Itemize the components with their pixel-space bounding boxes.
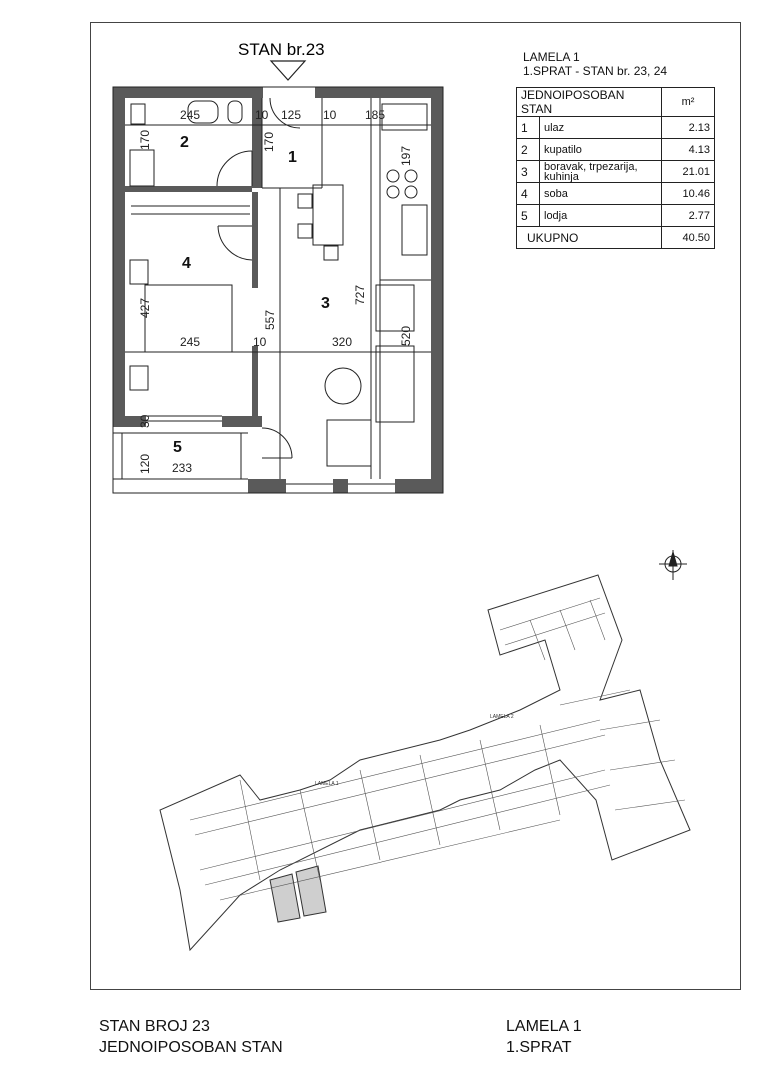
dimension-labels [138, 108, 413, 475]
sheet-header [523, 50, 667, 78]
table-total-row [517, 227, 715, 249]
dim-label: 10 [255, 108, 269, 122]
row-no: 4 [517, 183, 540, 205]
dim-label: 245 [180, 108, 201, 122]
header-line-1: LAMELA 1 [523, 50, 580, 64]
dim-label: 10 [253, 335, 267, 349]
header-line-2: 1.SPRAT - STAN br. 23, 24 [523, 64, 668, 78]
partitions [113, 87, 443, 493]
row-no: 5 [517, 205, 540, 227]
table-col-name: JEDNOIPOSOBAN STAN [517, 88, 662, 117]
row-no: 3 [517, 161, 540, 183]
room-number-4: 4 [182, 255, 191, 272]
table-row [517, 139, 715, 161]
dim-label: 727 [353, 284, 367, 305]
room-number-2: 2 [180, 134, 189, 151]
footer-lamela: LAMELA 1 [506, 1018, 582, 1035]
north-arrow-icon [659, 550, 687, 580]
dim-label: 557 [263, 309, 277, 330]
dim-label: 10 [323, 108, 337, 122]
row-area: 10.46 [662, 183, 715, 205]
footer-right [506, 1016, 582, 1058]
highlighted-apartment [270, 874, 300, 922]
table-col-unit: m² [662, 88, 715, 117]
table-row [517, 205, 715, 227]
footer-apartment-number: STAN BROJ 23 [99, 1018, 210, 1035]
row-no: 1 [517, 117, 540, 139]
highlighted-apartment [296, 866, 326, 916]
dim-label: 170 [138, 129, 152, 150]
row-area: 2.77 [662, 205, 715, 227]
row-name: soba [540, 183, 662, 205]
table-row [517, 117, 715, 139]
dim-label: 125 [281, 108, 302, 122]
total-label: UKUPNO [517, 227, 662, 249]
dim-label: 320 [332, 335, 353, 349]
dim-label: 197 [399, 145, 413, 166]
room-number-1: 1 [288, 149, 297, 166]
site-label-lamela-1: LAMELA 1 [315, 781, 339, 787]
row-name: lodja [540, 205, 662, 227]
site-label-lamela-2: LAMELA 2 [490, 714, 514, 720]
plan-title: STAN br.23 [238, 40, 325, 59]
dim-label: 245 [180, 335, 201, 349]
footer-left [99, 1016, 283, 1058]
dim-label: 427 [138, 297, 152, 318]
entrance-arrow-icon [271, 61, 305, 80]
row-area: 2.13 [662, 117, 715, 139]
total-value: 40.50 [662, 227, 715, 249]
row-name: boravak, trpezarija, kuhinja [540, 161, 662, 183]
table-header-row [517, 88, 715, 117]
dim-label: 233 [172, 461, 193, 475]
room-number-3: 3 [321, 295, 330, 312]
table-row [517, 161, 715, 183]
row-area: 21.01 [662, 161, 715, 183]
dim-label: 30 [138, 414, 152, 428]
row-name: kupatilo [540, 139, 662, 161]
dim-label: 170 [262, 131, 276, 152]
room-area-table [516, 87, 715, 249]
table-row [517, 183, 715, 205]
row-name: ulaz [540, 117, 662, 139]
dim-label: 185 [365, 108, 386, 122]
room-number-5: 5 [173, 439, 182, 456]
dim-label: 520 [399, 325, 413, 346]
footer-apartment-type: JEDNOIPOSOBAN STAN [99, 1039, 283, 1056]
dim-label: 120 [138, 453, 152, 474]
row-no: 2 [517, 139, 540, 161]
footer-floor: 1.SPRAT [506, 1039, 572, 1056]
row-area: 4.13 [662, 139, 715, 161]
